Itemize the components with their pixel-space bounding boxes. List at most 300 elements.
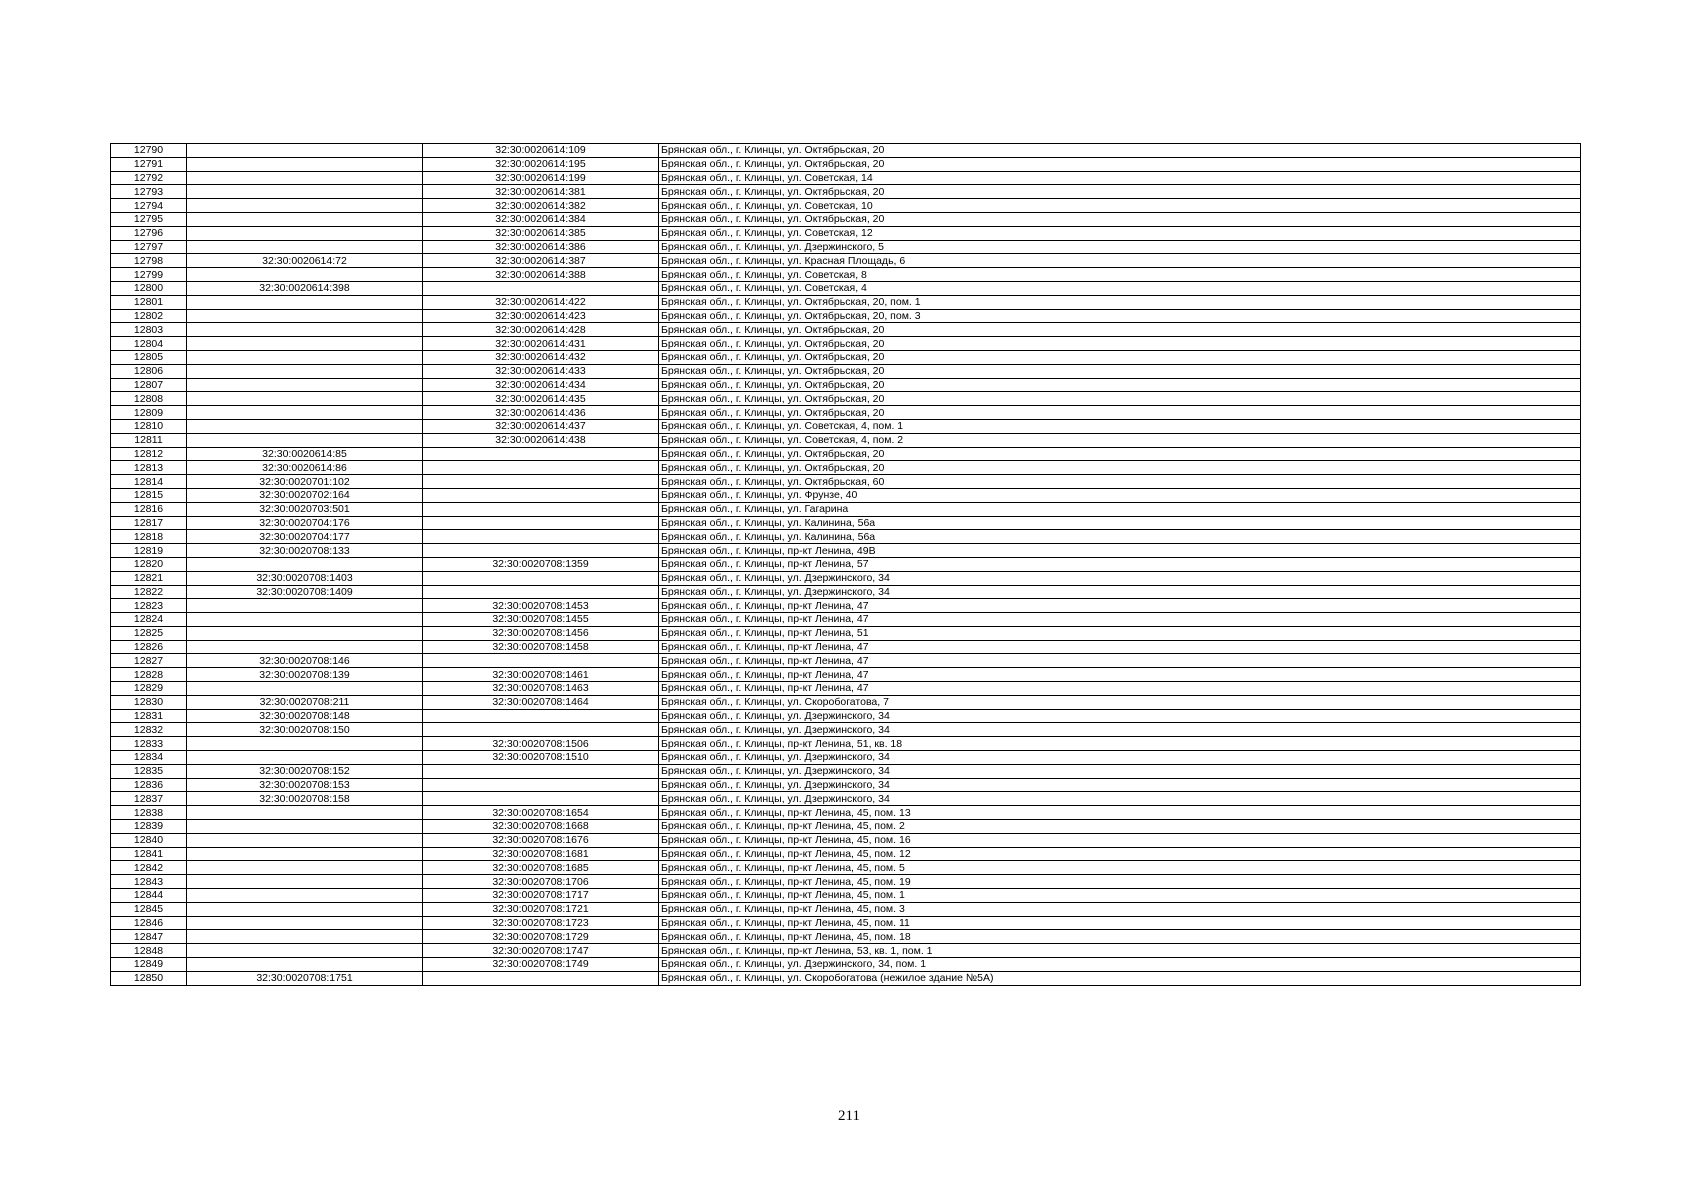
row-number-cell: 12815 xyxy=(111,488,187,502)
table-row xyxy=(111,944,1581,958)
table-row xyxy=(111,682,1581,696)
address-cell: Брянская обл., г. Клинцы, пр-кт Ленина, 47 xyxy=(659,640,1581,654)
cadastral-number-cell: 32:30:0020708:1749 xyxy=(423,958,659,972)
table-row xyxy=(111,916,1581,930)
address-cell: Брянская обл., г. Клинцы, пр-кт Ленина, 45, пом. 13 xyxy=(659,806,1581,820)
cadastral-number-cell: 32:30:0020614:387 xyxy=(423,254,659,268)
row-number-cell: 12821 xyxy=(111,571,187,585)
table-row xyxy=(111,902,1581,916)
address-cell: Брянская обл., г. Клинцы, ул. Октябрьская, 20 xyxy=(659,323,1581,337)
address-cell: Брянская обл., г. Клинцы, ул. Октябрьская, 20 xyxy=(659,212,1581,226)
row-number-cell: 12812 xyxy=(111,447,187,461)
row-number-cell: 12820 xyxy=(111,557,187,571)
row-number-cell: 12828 xyxy=(111,668,187,682)
cadastral-number-cell xyxy=(423,461,659,475)
row-number-cell: 12845 xyxy=(111,902,187,916)
cadastral-number-cell: 32:30:0020614:382 xyxy=(423,199,659,213)
cadastral-number-cell: 32:30:0020708:1751 xyxy=(187,971,423,985)
row-number-cell: 12833 xyxy=(111,737,187,751)
cadastral-number-cell xyxy=(187,364,423,378)
cadastral-number-cell: 32:30:0020708:153 xyxy=(187,778,423,792)
cadastral-number-cell xyxy=(187,309,423,323)
address-cell: Брянская обл., г. Клинцы, ул. Красная Площадь, 6 xyxy=(659,254,1581,268)
table-row xyxy=(111,337,1581,351)
cadastral-number-cell: 32:30:0020708:1685 xyxy=(423,861,659,875)
table-row xyxy=(111,806,1581,820)
cadastral-number-cell xyxy=(187,185,423,199)
address-cell: Брянская обл., г. Клинцы, ул. Советская, 4 xyxy=(659,281,1581,295)
cadastral-number-cell xyxy=(187,226,423,240)
row-number-cell: 12795 xyxy=(111,212,187,226)
address-cell: Брянская обл., г. Клинцы, ул. Октябрьская, 20, пом. 3 xyxy=(659,309,1581,323)
cadastral-number-cell: 32:30:0020708:211 xyxy=(187,695,423,709)
cadastral-number-cell: 32:30:0020614:384 xyxy=(423,212,659,226)
address-cell: Брянская обл., г. Клинцы, ул. Октябрьская, 20 xyxy=(659,378,1581,392)
address-cell: Брянская обл., г. Клинцы, ул. Дзержинского, 34 xyxy=(659,723,1581,737)
cadastral-number-cell xyxy=(187,557,423,571)
address-cell: Брянская обл., г. Клинцы, пр-кт Ленина, 47 xyxy=(659,613,1581,627)
cadastral-number-cell xyxy=(187,171,423,185)
row-number-cell: 12819 xyxy=(111,544,187,558)
table-row xyxy=(111,309,1581,323)
cadastral-number-cell: 32:30:0020614:195 xyxy=(423,157,659,171)
address-cell: Брянская обл., г. Клинцы, ул. Октябрьская, 20 xyxy=(659,461,1581,475)
cadastral-number-cell: 32:30:0020614:109 xyxy=(423,144,659,158)
cadastral-number-cell xyxy=(187,889,423,903)
cadastral-number-cell xyxy=(423,764,659,778)
row-number-cell: 12810 xyxy=(111,419,187,433)
row-number-cell: 12830 xyxy=(111,695,187,709)
cadastral-number-cell: 32:30:0020614:436 xyxy=(423,406,659,420)
table-row xyxy=(111,764,1581,778)
row-number-cell: 12818 xyxy=(111,530,187,544)
address-cell: Брянская обл., г. Клинцы, пр-кт Ленина, 57 xyxy=(659,557,1581,571)
cadastral-number-cell xyxy=(187,820,423,834)
row-number-cell: 12839 xyxy=(111,820,187,834)
row-number-cell: 12843 xyxy=(111,875,187,889)
address-cell: Брянская обл., г. Клинцы, ул. Дзержинского, 34 xyxy=(659,764,1581,778)
row-number-cell: 12811 xyxy=(111,433,187,447)
cadastral-number-cell: 32:30:0020708:1676 xyxy=(423,833,659,847)
row-number-cell: 12824 xyxy=(111,613,187,627)
cadastral-number-cell xyxy=(187,902,423,916)
cadastral-number-cell: 32:30:0020614:433 xyxy=(423,364,659,378)
address-cell: Брянская обл., г. Клинцы, ул. Октябрьская, 20 xyxy=(659,406,1581,420)
cadastral-number-cell: 32:30:0020708:1721 xyxy=(423,902,659,916)
table-row xyxy=(111,433,1581,447)
table-row xyxy=(111,737,1581,751)
cadastral-number-cell: 32:30:0020614:85 xyxy=(187,447,423,461)
table-row xyxy=(111,212,1581,226)
row-number-cell: 12814 xyxy=(111,475,187,489)
row-number-cell: 12790 xyxy=(111,144,187,158)
cadastral-number-cell xyxy=(423,475,659,489)
cadastral-number-cell xyxy=(423,502,659,516)
cadastral-number-cell xyxy=(187,323,423,337)
cadastral-number-cell: 32:30:0020703:501 xyxy=(187,502,423,516)
cadastral-number-cell: 32:30:0020708:139 xyxy=(187,668,423,682)
cadastral-number-cell xyxy=(187,833,423,847)
cadastral-number-cell xyxy=(423,778,659,792)
row-number-cell: 12792 xyxy=(111,171,187,185)
cadastral-number-cell: 32:30:0020704:176 xyxy=(187,516,423,530)
row-number-cell: 12804 xyxy=(111,337,187,351)
table-row xyxy=(111,199,1581,213)
cadastral-number-cell: 32:30:0020708:146 xyxy=(187,654,423,668)
row-number-cell: 12840 xyxy=(111,833,187,847)
row-number-cell: 12800 xyxy=(111,281,187,295)
cadastral-number-cell xyxy=(423,585,659,599)
cadastral-number-cell xyxy=(187,157,423,171)
address-cell: Брянская обл., г. Клинцы, ул. Калинина, 56а xyxy=(659,516,1581,530)
table-row xyxy=(111,240,1581,254)
cadastral-number-cell: 32:30:0020708:133 xyxy=(187,544,423,558)
cadastral-number-cell xyxy=(423,544,659,558)
address-cell: Брянская обл., г. Клинцы, пр-кт Ленина, 47 xyxy=(659,668,1581,682)
cadastral-number-cell: 32:30:0020614:434 xyxy=(423,378,659,392)
table-row xyxy=(111,833,1581,847)
table-row xyxy=(111,723,1581,737)
cadastral-number-cell xyxy=(423,281,659,295)
cadastral-number-cell: 32:30:0020708:1456 xyxy=(423,626,659,640)
address-cell: Брянская обл., г. Клинцы, ул. Октябрьская, 20 xyxy=(659,337,1581,351)
cadastral-number-cell xyxy=(423,571,659,585)
table-row xyxy=(111,364,1581,378)
cadastral-number-cell: 32:30:0020708:1668 xyxy=(423,820,659,834)
row-number-cell: 12816 xyxy=(111,502,187,516)
cadastral-number-cell xyxy=(423,447,659,461)
row-number-cell: 12794 xyxy=(111,199,187,213)
cadastral-number-cell: 32:30:0020614:86 xyxy=(187,461,423,475)
cadastral-number-cell xyxy=(187,958,423,972)
address-cell: Брянская обл., г. Клинцы, пр-кт Ленина, 53, кв. 1, пом. 1 xyxy=(659,944,1581,958)
row-number-cell: 12817 xyxy=(111,516,187,530)
cadastral-number-cell xyxy=(187,392,423,406)
address-cell: Брянская обл., г. Клинцы, пр-кт Ленина, 47 xyxy=(659,682,1581,696)
address-cell: Брянская обл., г. Клинцы, пр-кт Ленина, 51 xyxy=(659,626,1581,640)
address-cell: Брянская обл., г. Клинцы, пр-кт Ленина, 47 xyxy=(659,654,1581,668)
cadastral-number-cell: 32:30:0020708:1458 xyxy=(423,640,659,654)
cadastral-number-cell xyxy=(187,599,423,613)
table-row xyxy=(111,709,1581,723)
cadastral-number-cell: 32:30:0020708:1654 xyxy=(423,806,659,820)
address-cell: Брянская обл., г. Клинцы, ул. Скоробогатова (нежилое здание №5А) xyxy=(659,971,1581,985)
address-cell: Брянская обл., г. Клинцы, ул. Дзержинского, 5 xyxy=(659,240,1581,254)
address-cell: Брянская обл., г. Клинцы, пр-кт Ленина, 45, пом. 2 xyxy=(659,820,1581,834)
cadastral-number-cell: 32:30:0020708:1723 xyxy=(423,916,659,930)
row-number-cell: 12809 xyxy=(111,406,187,420)
table-row xyxy=(111,254,1581,268)
table-row xyxy=(111,695,1581,709)
row-number-cell: 12802 xyxy=(111,309,187,323)
cadastral-number-cell xyxy=(187,806,423,820)
address-cell: Брянская обл., г. Клинцы, ул. Октябрьская, 20 xyxy=(659,185,1581,199)
address-cell: Брянская обл., г. Клинцы, ул. Калинина, 56а xyxy=(659,530,1581,544)
cadastral-number-cell: 32:30:0020614:381 xyxy=(423,185,659,199)
cadastral-number-cell: 32:30:0020708:1403 xyxy=(187,571,423,585)
table-row xyxy=(111,557,1581,571)
table-row xyxy=(111,820,1581,834)
table-row xyxy=(111,875,1581,889)
cadastral-number-cell: 32:30:0020704:177 xyxy=(187,530,423,544)
table-row xyxy=(111,668,1581,682)
table-row xyxy=(111,406,1581,420)
row-number-cell: 12834 xyxy=(111,751,187,765)
table-row xyxy=(111,778,1581,792)
cadastral-number-cell xyxy=(187,751,423,765)
row-number-cell: 12841 xyxy=(111,847,187,861)
table-row xyxy=(111,350,1581,364)
table-row xyxy=(111,157,1581,171)
address-cell: Брянская обл., г. Клинцы, пр-кт Ленина, 45, пом. 16 xyxy=(659,833,1581,847)
address-cell: Брянская обл., г. Клинцы, пр-кт Ленина, 45, пом. 11 xyxy=(659,916,1581,930)
row-number-cell: 12807 xyxy=(111,378,187,392)
row-number-cell: 12837 xyxy=(111,792,187,806)
cadastral-number-cell: 32:30:0020708:1506 xyxy=(423,737,659,751)
cadastral-number-cell xyxy=(187,930,423,944)
row-number-cell: 12842 xyxy=(111,861,187,875)
address-cell: Брянская обл., г. Клинцы, ул. Гагарина xyxy=(659,502,1581,516)
cadastral-number-cell: 32:30:0020708:1409 xyxy=(187,585,423,599)
address-cell: Брянская обл., г. Клинцы, пр-кт Ленина, 45, пом. 12 xyxy=(659,847,1581,861)
cadastral-number-cell: 32:30:0020708:1717 xyxy=(423,889,659,903)
cadastral-number-cell: 32:30:0020708:158 xyxy=(187,792,423,806)
row-number-cell: 12805 xyxy=(111,350,187,364)
cadastral-number-cell: 32:30:0020614:422 xyxy=(423,295,659,309)
table-row xyxy=(111,419,1581,433)
cadastral-number-cell xyxy=(187,295,423,309)
row-number-cell: 12836 xyxy=(111,778,187,792)
row-number-cell: 12835 xyxy=(111,764,187,778)
address-cell: Брянская обл., г. Клинцы, ул. Советская, 8 xyxy=(659,268,1581,282)
cadastral-number-cell: 32:30:0020708:1681 xyxy=(423,847,659,861)
address-cell: Брянская обл., г. Клинцы, пр-кт Ленина, 47 xyxy=(659,599,1581,613)
table-row xyxy=(111,792,1581,806)
table-row xyxy=(111,971,1581,985)
table-row xyxy=(111,171,1581,185)
cadastral-number-cell: 32:30:0020614:435 xyxy=(423,392,659,406)
table-row xyxy=(111,226,1581,240)
cadastral-number-cell xyxy=(187,682,423,696)
cadastral-number-cell xyxy=(423,709,659,723)
table-row xyxy=(111,475,1581,489)
row-number-cell: 12801 xyxy=(111,295,187,309)
cadastral-number-cell: 32:30:0020614:398 xyxy=(187,281,423,295)
row-number-cell: 12838 xyxy=(111,806,187,820)
cadastral-number-cell: 32:30:0020614:385 xyxy=(423,226,659,240)
cadastral-number-cell: 32:30:0020614:438 xyxy=(423,433,659,447)
address-cell: Брянская обл., г. Клинцы, пр-кт Ленина, 49В xyxy=(659,544,1581,558)
table-row xyxy=(111,847,1581,861)
address-cell: Брянская обл., г. Клинцы, ул. Октябрьская, 20 xyxy=(659,350,1581,364)
cadastral-number-cell xyxy=(423,723,659,737)
table-row xyxy=(111,640,1581,654)
cadastral-number-cell: 32:30:0020701:102 xyxy=(187,475,423,489)
row-number-cell: 12813 xyxy=(111,461,187,475)
cadastral-number-cell xyxy=(423,971,659,985)
cadastral-number-cell: 32:30:0020708:1455 xyxy=(423,613,659,627)
table-row xyxy=(111,268,1581,282)
address-cell: Брянская обл., г. Клинцы, ул. Дзержинского, 34 xyxy=(659,709,1581,723)
cadastral-number-cell: 32:30:0020708:1453 xyxy=(423,599,659,613)
table-row xyxy=(111,599,1581,613)
row-number-cell: 12796 xyxy=(111,226,187,240)
table-row xyxy=(111,889,1581,903)
cadastral-number-cell xyxy=(187,144,423,158)
table-row xyxy=(111,488,1581,502)
cadastral-number-cell: 32:30:0020614:432 xyxy=(423,350,659,364)
address-cell: Брянская обл., г. Клинцы, ул. Октябрьская, 20 xyxy=(659,157,1581,171)
address-cell: Брянская обл., г. Клинцы, ул. Дзержинского, 34 xyxy=(659,778,1581,792)
cadastral-number-cell xyxy=(187,199,423,213)
table-row xyxy=(111,378,1581,392)
row-number-cell: 12823 xyxy=(111,599,187,613)
row-number-cell: 12847 xyxy=(111,930,187,944)
cadastral-number-cell: 32:30:0020614:199 xyxy=(423,171,659,185)
row-number-cell: 12850 xyxy=(111,971,187,985)
cadastral-number-cell xyxy=(423,654,659,668)
cadastral-number-cell: 32:30:0020708:1706 xyxy=(423,875,659,889)
cadastral-number-cell: 32:30:0020708:1510 xyxy=(423,751,659,765)
cadastral-number-cell: 32:30:0020708:1464 xyxy=(423,695,659,709)
address-cell: Брянская обл., г. Клинцы, ул. Советская, 14 xyxy=(659,171,1581,185)
row-number-cell: 12791 xyxy=(111,157,187,171)
address-cell: Брянская обл., г. Клинцы, ул. Дзержинского, 34, пом. 1 xyxy=(659,958,1581,972)
table-row xyxy=(111,958,1581,972)
row-number-cell: 12799 xyxy=(111,268,187,282)
cadastral-number-cell xyxy=(187,378,423,392)
address-cell: Брянская обл., г. Клинцы, ул. Дзержинского, 34 xyxy=(659,571,1581,585)
cadastral-number-cell: 32:30:0020614:431 xyxy=(423,337,659,351)
row-number-cell: 12848 xyxy=(111,944,187,958)
cadastral-number-cell: 32:30:0020614:437 xyxy=(423,419,659,433)
address-cell: Брянская обл., г. Клинцы, ул. Советская, 10 xyxy=(659,199,1581,213)
cadastral-number-cell xyxy=(187,737,423,751)
address-cell: Брянская обл., г. Клинцы, ул. Советская, 4, пом. 1 xyxy=(659,419,1581,433)
cadastral-number-cell xyxy=(423,516,659,530)
cadastral-number-cell: 32:30:0020708:1747 xyxy=(423,944,659,958)
address-cell: Брянская обл., г. Клинцы, ул. Советская, 4, пом. 2 xyxy=(659,433,1581,447)
cadastral-number-cell xyxy=(187,613,423,627)
cadastral-number-cell xyxy=(187,944,423,958)
table-row xyxy=(111,751,1581,765)
cadastral-number-cell: 32:30:0020614:428 xyxy=(423,323,659,337)
address-cell: Брянская обл., г. Клинцы, ул. Октябрьская, 20, пом. 1 xyxy=(659,295,1581,309)
table-row xyxy=(111,144,1581,158)
cadastral-number-cell: 32:30:0020614:72 xyxy=(187,254,423,268)
page-number: 211 xyxy=(838,1108,860,1124)
row-number-cell: 12829 xyxy=(111,682,187,696)
address-cell: Брянская обл., г. Клинцы, ул. Октябрьская, 60 xyxy=(659,475,1581,489)
table-row xyxy=(111,185,1581,199)
table-row xyxy=(111,461,1581,475)
row-number-cell: 12825 xyxy=(111,626,187,640)
cadastral-number-cell: 32:30:0020614:386 xyxy=(423,240,659,254)
address-cell: Брянская обл., г. Клинцы, пр-кт Ленина, 45, пом. 18 xyxy=(659,930,1581,944)
row-number-cell: 12793 xyxy=(111,185,187,199)
address-cell: Брянская обл., г. Клинцы, ул. Октябрьская, 20 xyxy=(659,364,1581,378)
row-number-cell: 12803 xyxy=(111,323,187,337)
address-cell: Брянская обл., г. Клинцы, ул. Октябрьская, 20 xyxy=(659,144,1581,158)
cadastral-number-cell: 32:30:0020708:1729 xyxy=(423,930,659,944)
property-registry-table xyxy=(110,143,1581,986)
cadastral-number-cell: 32:30:0020708:1461 xyxy=(423,668,659,682)
cadastral-number-cell: 32:30:0020708:152 xyxy=(187,764,423,778)
cadastral-number-cell xyxy=(187,212,423,226)
table-row xyxy=(111,323,1581,337)
table-row xyxy=(111,626,1581,640)
cadastral-number-cell: 32:30:0020708:1463 xyxy=(423,682,659,696)
address-cell: Брянская обл., г. Клинцы, пр-кт Ленина, 45, пом. 1 xyxy=(659,889,1581,903)
cadastral-number-cell xyxy=(187,916,423,930)
address-cell: Брянская обл., г. Клинцы, ул. Дзержинского, 34 xyxy=(659,585,1581,599)
row-number-cell: 12806 xyxy=(111,364,187,378)
cadastral-number-cell xyxy=(423,792,659,806)
table-row xyxy=(111,571,1581,585)
address-cell: Брянская обл., г. Клинцы, ул. Октябрьская, 20 xyxy=(659,392,1581,406)
table-row xyxy=(111,613,1581,627)
address-cell: Брянская обл., г. Клинцы, пр-кт Ленина, 45, пом. 3 xyxy=(659,902,1581,916)
cadastral-number-cell xyxy=(187,350,423,364)
table-row xyxy=(111,392,1581,406)
row-number-cell: 12849 xyxy=(111,958,187,972)
cadastral-number-cell: 32:30:0020702:164 xyxy=(187,488,423,502)
row-number-cell: 12822 xyxy=(111,585,187,599)
address-cell: Брянская обл., г. Клинцы, ул. Дзержинского, 34 xyxy=(659,751,1581,765)
address-cell: Брянская обл., г. Клинцы, ул. Октябрьская, 20 xyxy=(659,447,1581,461)
cadastral-number-cell xyxy=(187,861,423,875)
address-cell: Брянская обл., г. Клинцы, ул. Скоробогатова, 7 xyxy=(659,695,1581,709)
table-row xyxy=(111,585,1581,599)
address-cell: Брянская обл., г. Клинцы, пр-кт Ленина, 51, кв. 18 xyxy=(659,737,1581,751)
cadastral-number-cell xyxy=(423,488,659,502)
row-number-cell: 12844 xyxy=(111,889,187,903)
row-number-cell: 12808 xyxy=(111,392,187,406)
cadastral-number-cell xyxy=(187,268,423,282)
cadastral-number-cell xyxy=(187,419,423,433)
cadastral-number-cell xyxy=(187,875,423,889)
cadastral-number-cell: 32:30:0020708:148 xyxy=(187,709,423,723)
table-row xyxy=(111,654,1581,668)
table-row xyxy=(111,530,1581,544)
cadastral-number-cell: 32:30:0020614:423 xyxy=(423,309,659,323)
cadastral-number-cell xyxy=(187,847,423,861)
table-row xyxy=(111,516,1581,530)
address-cell: Брянская обл., г. Клинцы, ул. Советская, 12 xyxy=(659,226,1581,240)
address-cell: Брянская обл., г. Клинцы, пр-кт Ленина, 45, пом. 19 xyxy=(659,875,1581,889)
cadastral-number-cell xyxy=(187,337,423,351)
cadastral-number-cell xyxy=(423,530,659,544)
cadastral-number-cell xyxy=(187,240,423,254)
cadastral-number-cell: 32:30:0020708:150 xyxy=(187,723,423,737)
registry-table-body xyxy=(111,144,1581,986)
row-number-cell: 12798 xyxy=(111,254,187,268)
address-cell: Брянская обл., г. Клинцы, ул. Дзержинского, 34 xyxy=(659,792,1581,806)
row-number-cell: 12831 xyxy=(111,709,187,723)
row-number-cell: 12832 xyxy=(111,723,187,737)
table-row xyxy=(111,447,1581,461)
cadastral-number-cell xyxy=(187,433,423,447)
table-row xyxy=(111,861,1581,875)
table-row xyxy=(111,295,1581,309)
table-row xyxy=(111,281,1581,295)
cadastral-number-cell xyxy=(187,406,423,420)
address-cell: Брянская обл., г. Клинцы, ул. Фрунзе, 40 xyxy=(659,488,1581,502)
row-number-cell: 12827 xyxy=(111,654,187,668)
row-number-cell: 12797 xyxy=(111,240,187,254)
address-cell: Брянская обл., г. Клинцы, пр-кт Ленина, 45, пом. 5 xyxy=(659,861,1581,875)
table-row xyxy=(111,930,1581,944)
